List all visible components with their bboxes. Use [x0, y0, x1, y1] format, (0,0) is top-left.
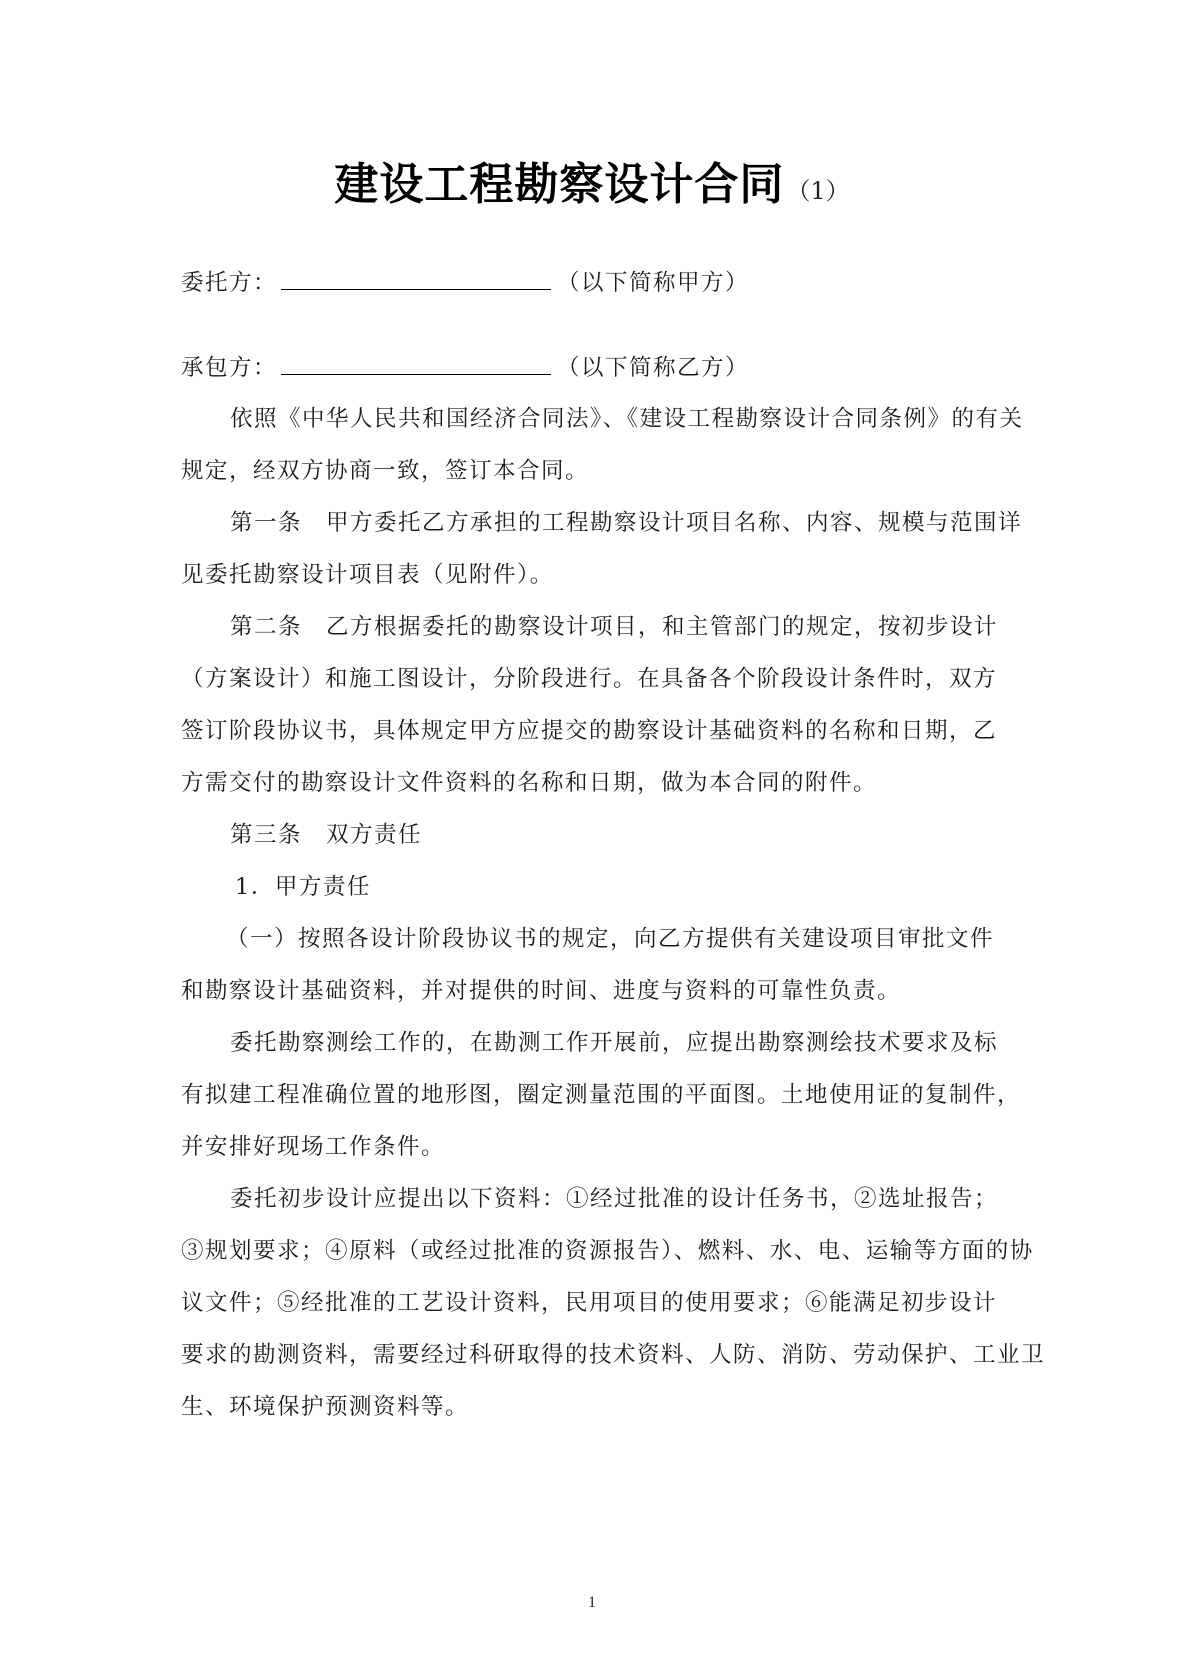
preamble-line-2: 规定，经双方协商一致，签订本合同。 [181, 458, 590, 484]
article-2-heading: 第二条 [230, 614, 303, 640]
article-3-line-1 [230, 820, 422, 850]
title-text: 建设工程勘察设计合同 [334, 159, 785, 210]
item-1-line-1: （一）按照各设计阶段协议书的规定，向乙方提供有关建设项目审批文件 [226, 926, 995, 952]
party-a-label: 委托方： [181, 270, 278, 296]
article-1-line-1 [230, 508, 1022, 538]
section-1-heading: 1．甲方责任 [235, 874, 371, 900]
survey-line-3: 并安排好现场工作条件。 [181, 1134, 446, 1160]
article-2-text: 乙方根据委托的勘察设计项目，和主管部门的规定，按初步设计 [326, 614, 999, 640]
party-b-label: 承包方： [181, 355, 278, 381]
title-suffix: （1） [786, 177, 850, 205]
survey-line-2: 有拟建工程准确位置的地形图，圈定测量范围的平面图。土地使用证的复制件， [181, 1082, 1022, 1108]
party-a-blank[interactable] [281, 267, 551, 290]
preamble-line-1: 依照《中华人民共和国经济合同法》、《建设工程勘察设计合同条例》的有关 [230, 406, 1024, 432]
party-a-note: （以下简称甲方） [557, 270, 750, 296]
design-line-4: 要求的勘测资料，需要经过科研取得的技术资料、人防、消防、劳动保护、工业卫 [181, 1342, 1046, 1368]
design-line-3: 议文件；⑤经批准的工艺设计资料，民用项目的使用要求；⑥能满足初步设计 [181, 1290, 998, 1316]
article-2-line-3: 签订阶段协议书，具体规定甲方应提交的勘察设计基础资料的名称和日期，乙 [181, 718, 998, 744]
article-1-heading: 第一条 [230, 510, 303, 536]
article-2-line-2: （方案设计）和施工图设计，分阶段进行。在具备各个阶段设计条件时，双方 [181, 666, 998, 692]
article-2-line-1 [230, 612, 998, 642]
party-b-row [181, 352, 749, 383]
document-title [0, 148, 1184, 212]
article-3-heading: 第三条 [230, 822, 303, 848]
article-1-text: 甲方委托乙方承担的工程勘察设计项目名称、内容、规模与范围详 [326, 510, 1023, 536]
survey-line-1: 委托勘察测绘工作的，在勘测工作开展前，应提出勘察测绘技术要求及标 [230, 1030, 999, 1056]
article-3-text: 双方责任 [326, 822, 423, 848]
article-2-line-4: 方需交付的勘察设计文件资料的名称和日期，做为本合同的附件。 [181, 770, 878, 796]
item-1-line-2: 和勘察设计基础资料，并对提供的时间、进度与资料的可靠性负责。 [181, 978, 902, 1004]
design-line-1: 委托初步设计应提出以下资料：①经过批准的设计任务书，②选址报告； [230, 1186, 999, 1212]
article-1-line-2: 见委托勘察设计项目表（见附件）。 [181, 562, 554, 588]
party-b-blank[interactable] [281, 352, 551, 375]
design-line-2: ③规划要求；④原料（或经过批准的资源报告）、燃料、水、电、运输等方面的协 [181, 1238, 1034, 1264]
page-number: 1 [588, 1594, 596, 1611]
design-line-5: 生、环境保护预测资料等。 [181, 1394, 470, 1420]
party-a-row [181, 267, 749, 298]
party-b-note: （以下简称乙方） [557, 355, 750, 381]
